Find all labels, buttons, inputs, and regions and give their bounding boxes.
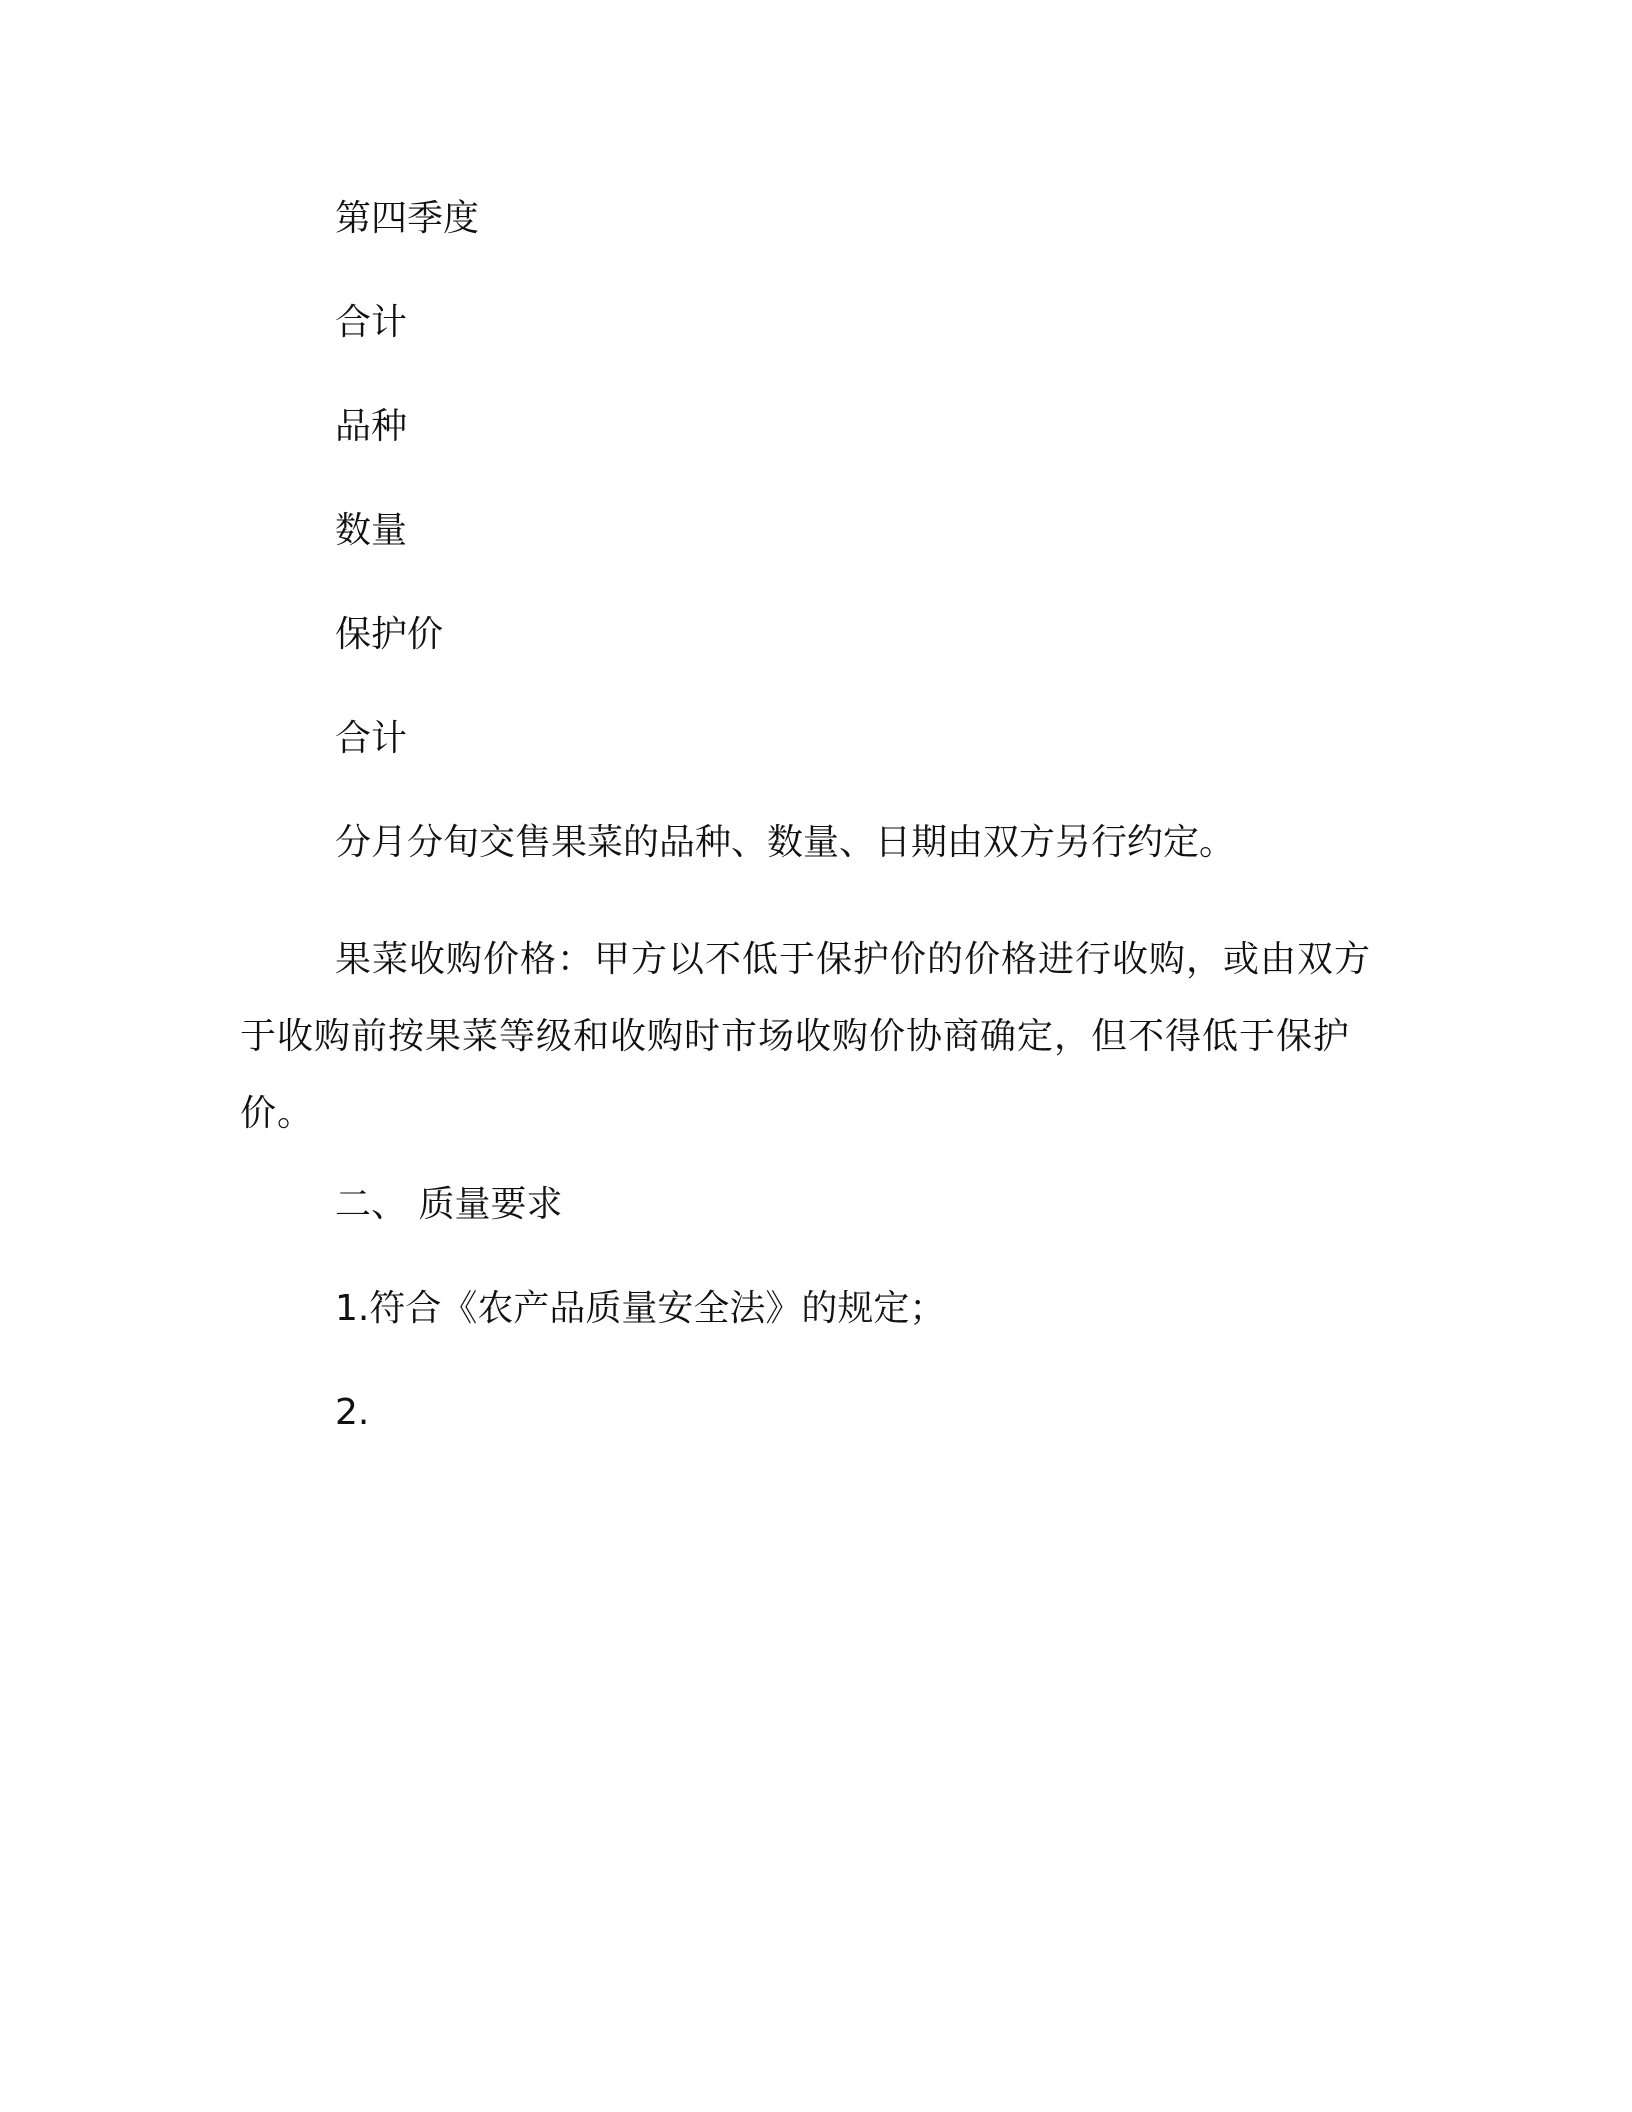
- text-line-delivery-note: 分月分旬交售果菜的品种、数量、日期由双方另行约定。: [335, 822, 1236, 863]
- text-line-total-1: 合计: [335, 302, 408, 343]
- text-line-q4: 第四季度: [335, 198, 480, 239]
- quality-item-1: 1.符合《农产品质量安全法》的规定；: [335, 1288, 946, 1329]
- text-line-variety: 品种: [335, 406, 408, 447]
- text-line-protected-price: 保护价: [335, 614, 444, 655]
- price-paragraph: 果菜收购价格：甲方以不低于保护价的价格进行收购，或由双方于收购前按果菜等级和收购时市场收购价协商确定，但不得低于保护价。: [240, 939, 1372, 1134]
- text-line-quantity: 数量: [335, 510, 408, 551]
- section-heading-quality: 二、 质量要求: [335, 1184, 563, 1225]
- document-body: [240, 193, 1400, 1491]
- text-line-total-2: 合计: [335, 718, 408, 759]
- quality-item-2: 2.: [335, 1392, 370, 1433]
